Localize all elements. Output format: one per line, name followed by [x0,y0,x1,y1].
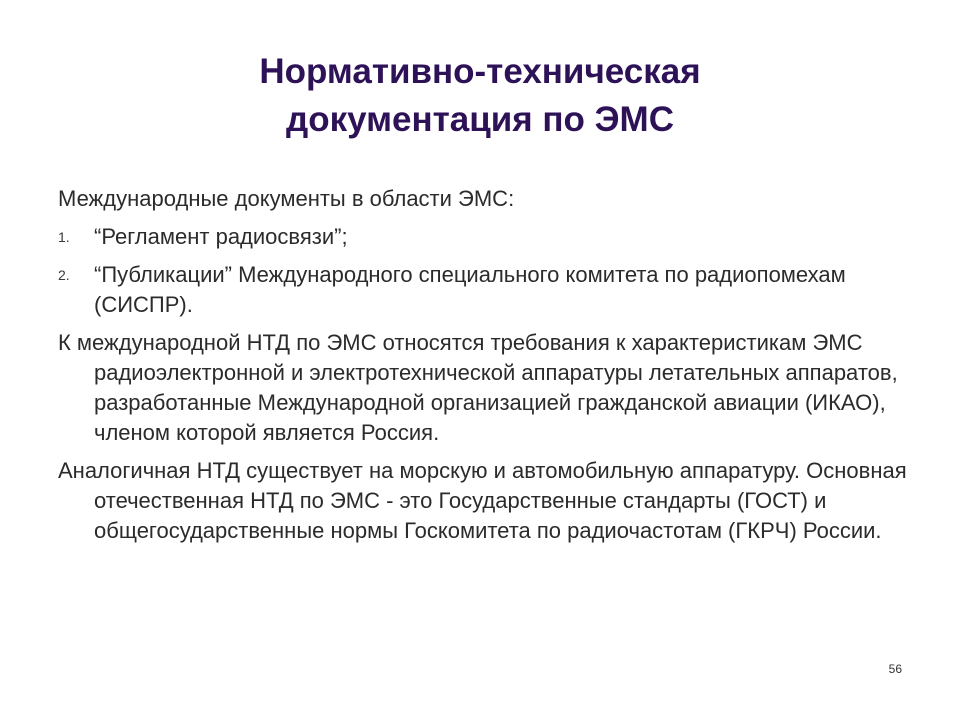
documents-list [58,222,908,320]
list-item [58,222,908,252]
list-item-text: “Регламент радиосвязи”; [94,224,348,249]
paragraph-national: Аналогичная НТД существует на морскую и автомобильную аппаратуру. Основная отечественная НТД по ЭМС - это Государственные стандарты (ГОСТ) и общегосударственные нормы Госкомитета по радиочастотам (ГКРЧ) России. [58,458,907,543]
slide-title [120,48,840,144]
slide-title-line-1: Нормативно-техническая [259,52,701,91]
list-item-number: 2. [58,267,70,283]
list-item-text: “Публикации” Международного специального комитета по радиопомехам (СИСПР). [94,262,846,317]
list-item [58,260,908,320]
page-number: 56 [888,662,902,676]
slide-body [58,184,908,554]
intro-text: Международные документы в области ЭМС: [58,186,515,211]
slide-title-line-2: документация по ЭМС [286,100,674,139]
paragraph-icao: К международной НТД по ЭМС относятся требования к характеристикам ЭМС радиоэлектронной и электротехнической аппаратуры летательных аппаратов, разработанные Международной организацией гражданской авиации (ИКАО), членом которой является Россия. [58,330,898,445]
list-item-number: 1. [58,229,70,245]
